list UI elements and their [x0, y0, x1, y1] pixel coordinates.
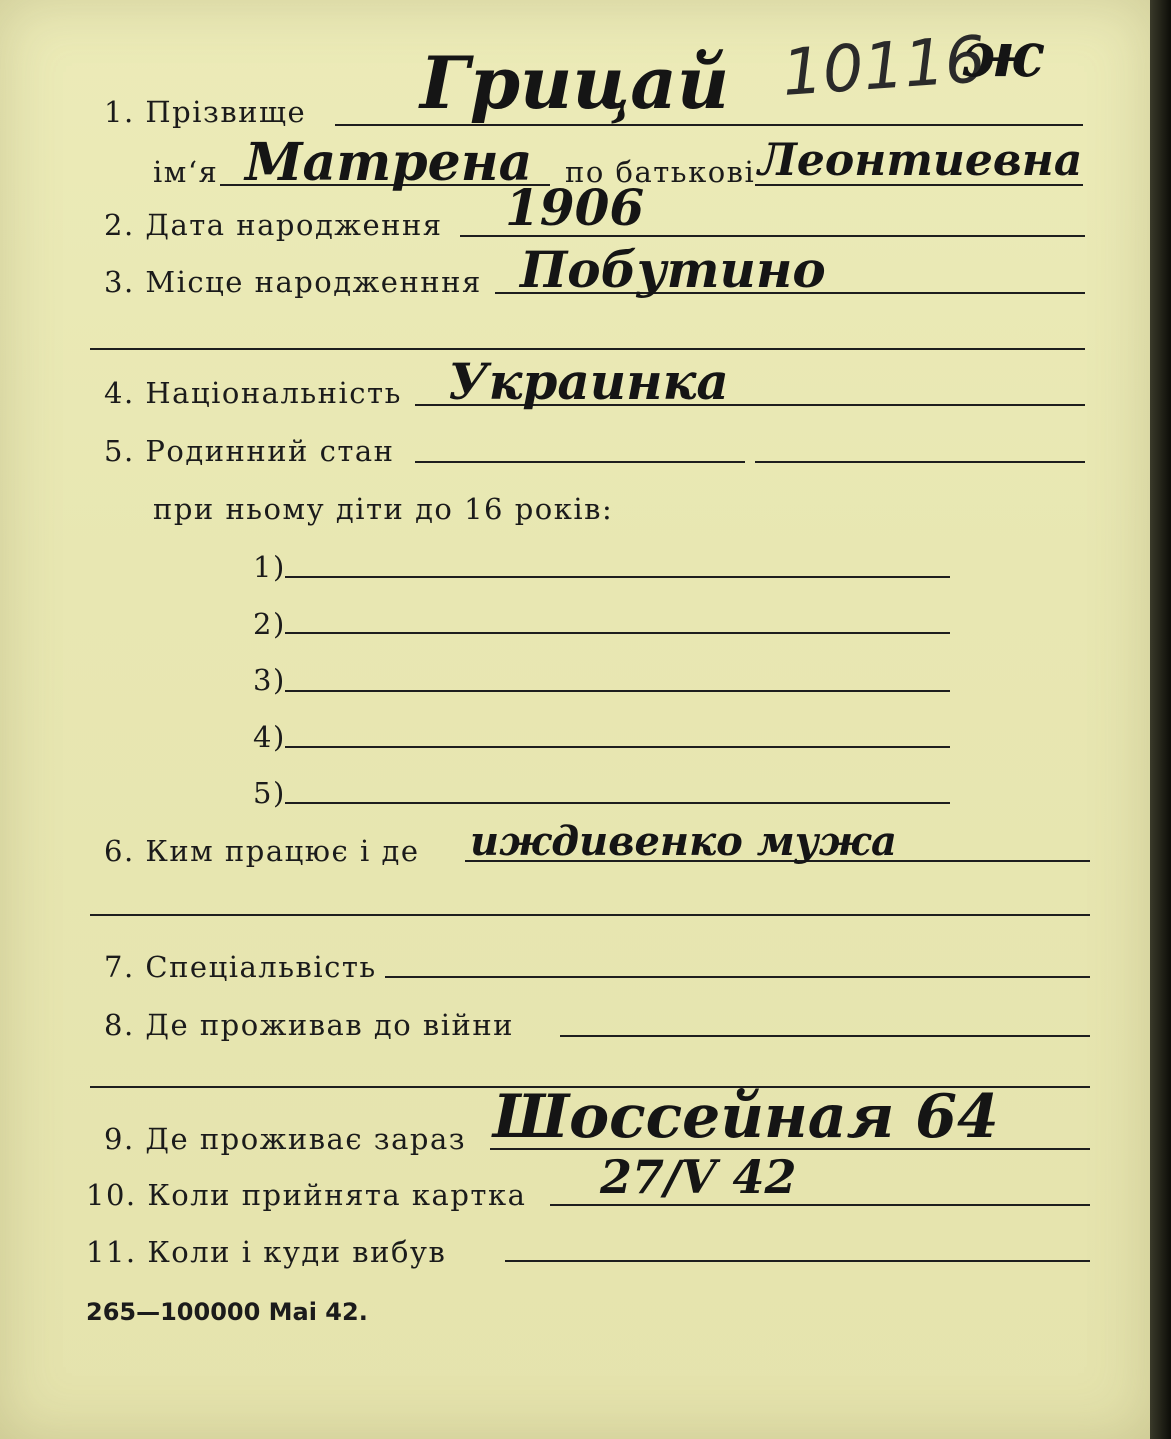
card-letter: ж — [962, 18, 1043, 91]
children-label: при ньому діти до 16 років: — [153, 492, 614, 526]
prewar-label: 8. Де проживав до війни — [104, 1008, 514, 1042]
left-line — [505, 1260, 1090, 1262]
child-number-1: 1) — [253, 550, 286, 584]
print-code: 265—100000 Mai 42. — [86, 1298, 368, 1326]
marital-label: 5. Родинний стан — [104, 434, 395, 468]
birth-place-label: 3. Місце народженння — [104, 265, 482, 299]
current-label: 9. Де проживає зараз — [104, 1122, 467, 1156]
child-number-5: 5) — [253, 776, 286, 810]
accepted-line — [550, 1204, 1090, 1206]
child-line-5 — [285, 802, 950, 804]
child-line-2 — [285, 632, 950, 634]
nationality-value: Украинка — [448, 352, 729, 411]
patronymic-value: Леонтиевна — [758, 135, 1083, 186]
surname-value: Грицай — [420, 40, 730, 125]
patronymic-label: по батькові — [565, 155, 756, 189]
work-label: 6. Ким працює і де — [104, 834, 420, 868]
birth-date-value: 1906 — [505, 178, 645, 237]
card-number: 10116 — [779, 22, 988, 112]
child-line-1 — [285, 576, 950, 578]
first-name-label: ім‘я — [153, 155, 219, 189]
child-number-3: 3) — [253, 663, 286, 697]
left-label: 11. Коли і куди вибув — [86, 1235, 447, 1269]
specialty-label: 7. Спеціальвість — [104, 950, 377, 984]
work-line-2 — [90, 914, 1090, 916]
current-value: Шоссейная 64 — [493, 1082, 999, 1152]
card-edge-shadow — [1150, 0, 1171, 1439]
child-number-4: 4) — [253, 720, 286, 754]
first-name-value: Матрена — [245, 132, 533, 193]
accepted-value: 27/V 42 — [600, 1150, 797, 1204]
birth-place-line-2 — [90, 348, 1085, 350]
birth-place-value: Побутино — [520, 240, 826, 299]
nationality-label: 4. Національність — [104, 376, 402, 410]
marital-line-1 — [415, 461, 745, 463]
work-value: иждивенко мужа — [470, 818, 897, 865]
child-line-4 — [285, 746, 950, 748]
birth-date-label: 2. Дата народження — [104, 208, 443, 242]
surname-label: 1. Прізвище — [104, 95, 307, 129]
accepted-label: 10. Коли прийнята картка — [86, 1178, 527, 1212]
child-number-2: 2) — [253, 607, 286, 641]
prewar-line — [560, 1035, 1090, 1037]
marital-line-2 — [755, 461, 1085, 463]
child-line-3 — [285, 690, 950, 692]
specialty-line — [385, 976, 1090, 978]
